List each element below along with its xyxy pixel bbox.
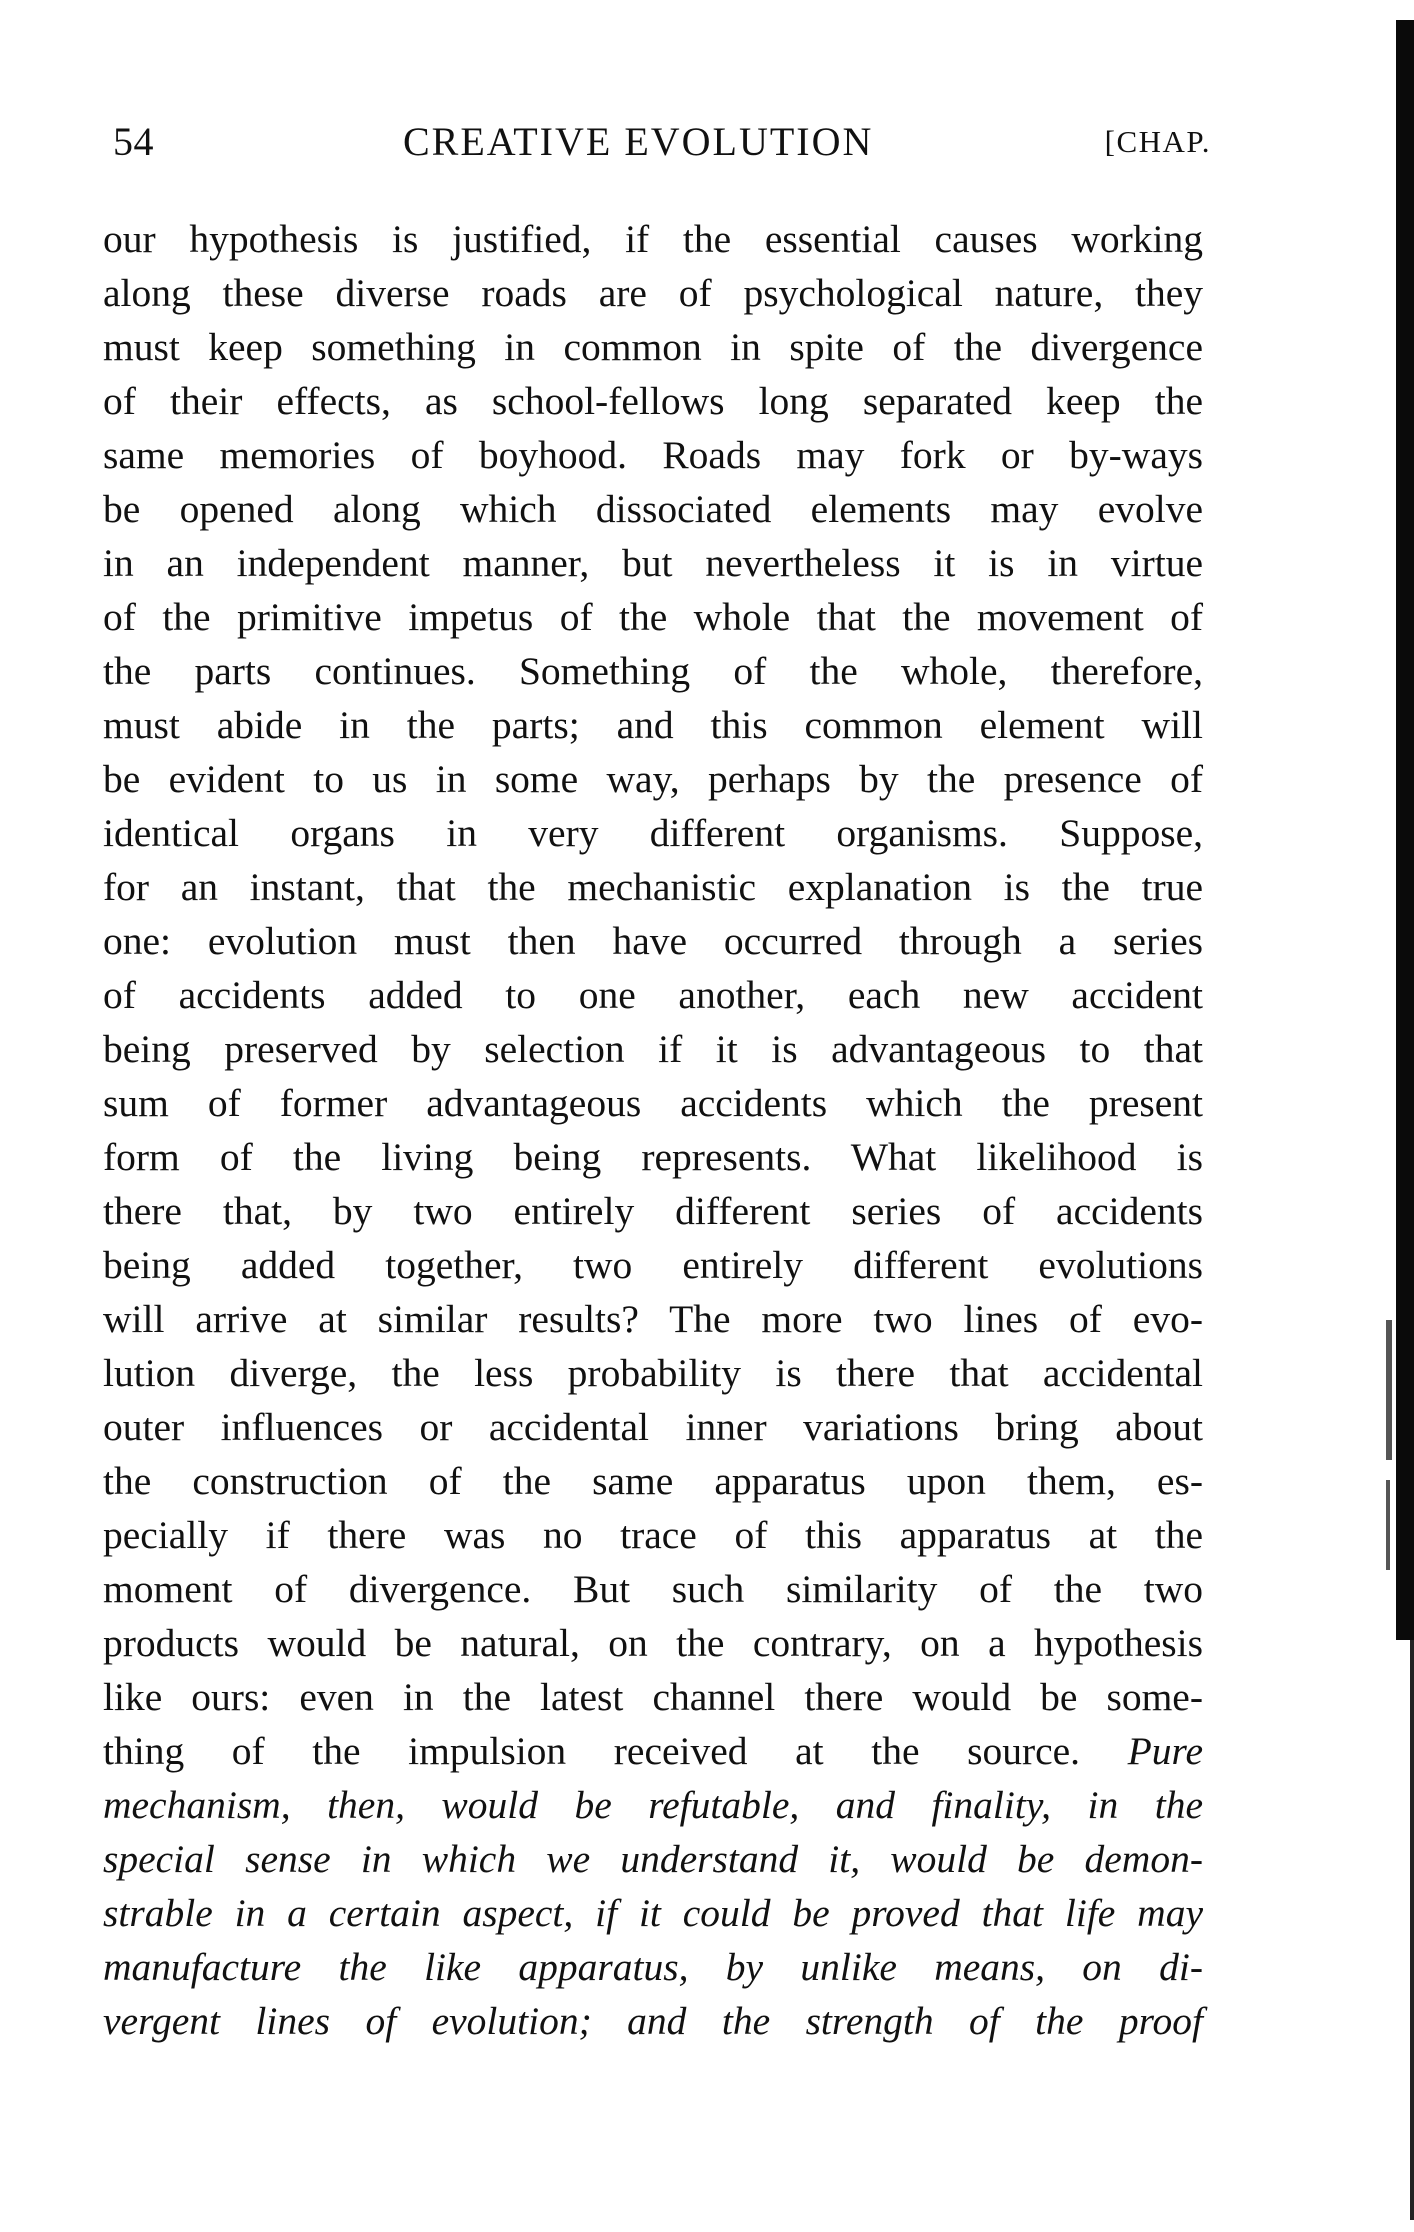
text-line: one: evolution must then have occurred through a series: [103, 919, 1203, 963]
text-line: in an independent manner, but nevertheless it is in virtue: [103, 541, 1203, 585]
text-line: form of the living being represents. What likelihood is: [103, 1135, 1203, 1179]
text-line: be evident to us in some way, perhaps by the presence of: [103, 757, 1203, 801]
text-line: like ours: even in the latest channel there would be some-: [103, 1675, 1203, 1719]
text-line: identical organs in very different organisms. Suppose,: [103, 811, 1203, 855]
text-line: be opened along which dissociated elements may evolve: [103, 487, 1203, 531]
italic-text-line: strable in a certain aspect, if it could be proved that life may: [103, 1891, 1203, 1935]
text-line: our hypothesis is justified, if the essential causes working: [103, 217, 1203, 261]
running-title: CREATIVE EVOLUTION: [403, 119, 874, 164]
text-segment-italic: Pure: [1127, 1729, 1203, 1773]
page-number: 54: [113, 119, 154, 164]
text-line: same memories of boyhood. Roads may fork or by-ways: [103, 433, 1203, 477]
text-line: sum of former advantageous accidents which the present: [103, 1081, 1203, 1125]
text-line: must abide in the parts; and this common element will: [103, 703, 1203, 747]
text-line: lution diverge, the less probability is there that accidental: [103, 1351, 1203, 1395]
italic-text-line: special sense in which we understand it, would be demon-: [103, 1837, 1203, 1881]
text-segment-roman: thing of the impulsion received at the source.: [103, 1729, 1081, 1773]
text-line: products would be natural, on the contrary, on a hypothesis: [103, 1621, 1203, 1665]
page-header: [113, 118, 1211, 178]
binding-line: [1410, 1640, 1414, 2220]
text-line: the construction of the same apparatus upon them, es-: [103, 1459, 1203, 1503]
scan-noise: [1386, 1320, 1392, 1460]
italic-text-line: vergent lines of evolution; and the strength of the proof: [103, 1999, 1203, 2043]
text-line: the parts continues. Something of the whole, therefore,: [103, 649, 1203, 693]
italic-text-line: manufacture the like apparatus, by unlike means, on di-: [103, 1945, 1203, 1989]
text-line: will arrive at similar results? The more two lines of evo-: [103, 1297, 1203, 1341]
text-line: moment of divergence. But such similarity of the two: [103, 1567, 1203, 1611]
text-line: being added together, two entirely different evolutions: [103, 1243, 1203, 1287]
scan-binding-edge: [1374, 0, 1414, 2232]
body-text: [103, 212, 1203, 2048]
italic-text-line: mechanism, then, would be refutable, and finality, in the: [103, 1783, 1203, 1827]
text-line: of the primitive impetus of the whole that the movement of: [103, 595, 1203, 639]
scan-noise: [1386, 1480, 1390, 1570]
text-line: of accidents added to one another, each new accident: [103, 973, 1203, 1017]
text-line: pecially if there was no trace of this apparatus at the: [103, 1513, 1203, 1557]
text-line: for an instant, that the mechanistic explanation is the true: [103, 865, 1203, 909]
binding-shadow: [1396, 20, 1414, 1640]
text-line: there that, by two entirely different series of accidents: [103, 1189, 1203, 1233]
text-line: outer influences or accidental inner variations bring about: [103, 1405, 1203, 1449]
text-line: must keep something in common in spite of the divergence: [103, 325, 1203, 369]
text-line: being preserved by selection if it is advantageous to that: [103, 1027, 1203, 1071]
text-line-mixed: [103, 1724, 1203, 1778]
text-line: along these diverse roads are of psychological nature, they: [103, 271, 1203, 315]
text-line: of their effects, as school-fellows long separated keep the: [103, 379, 1203, 423]
chapter-label: [CHAP.: [1104, 124, 1211, 159]
